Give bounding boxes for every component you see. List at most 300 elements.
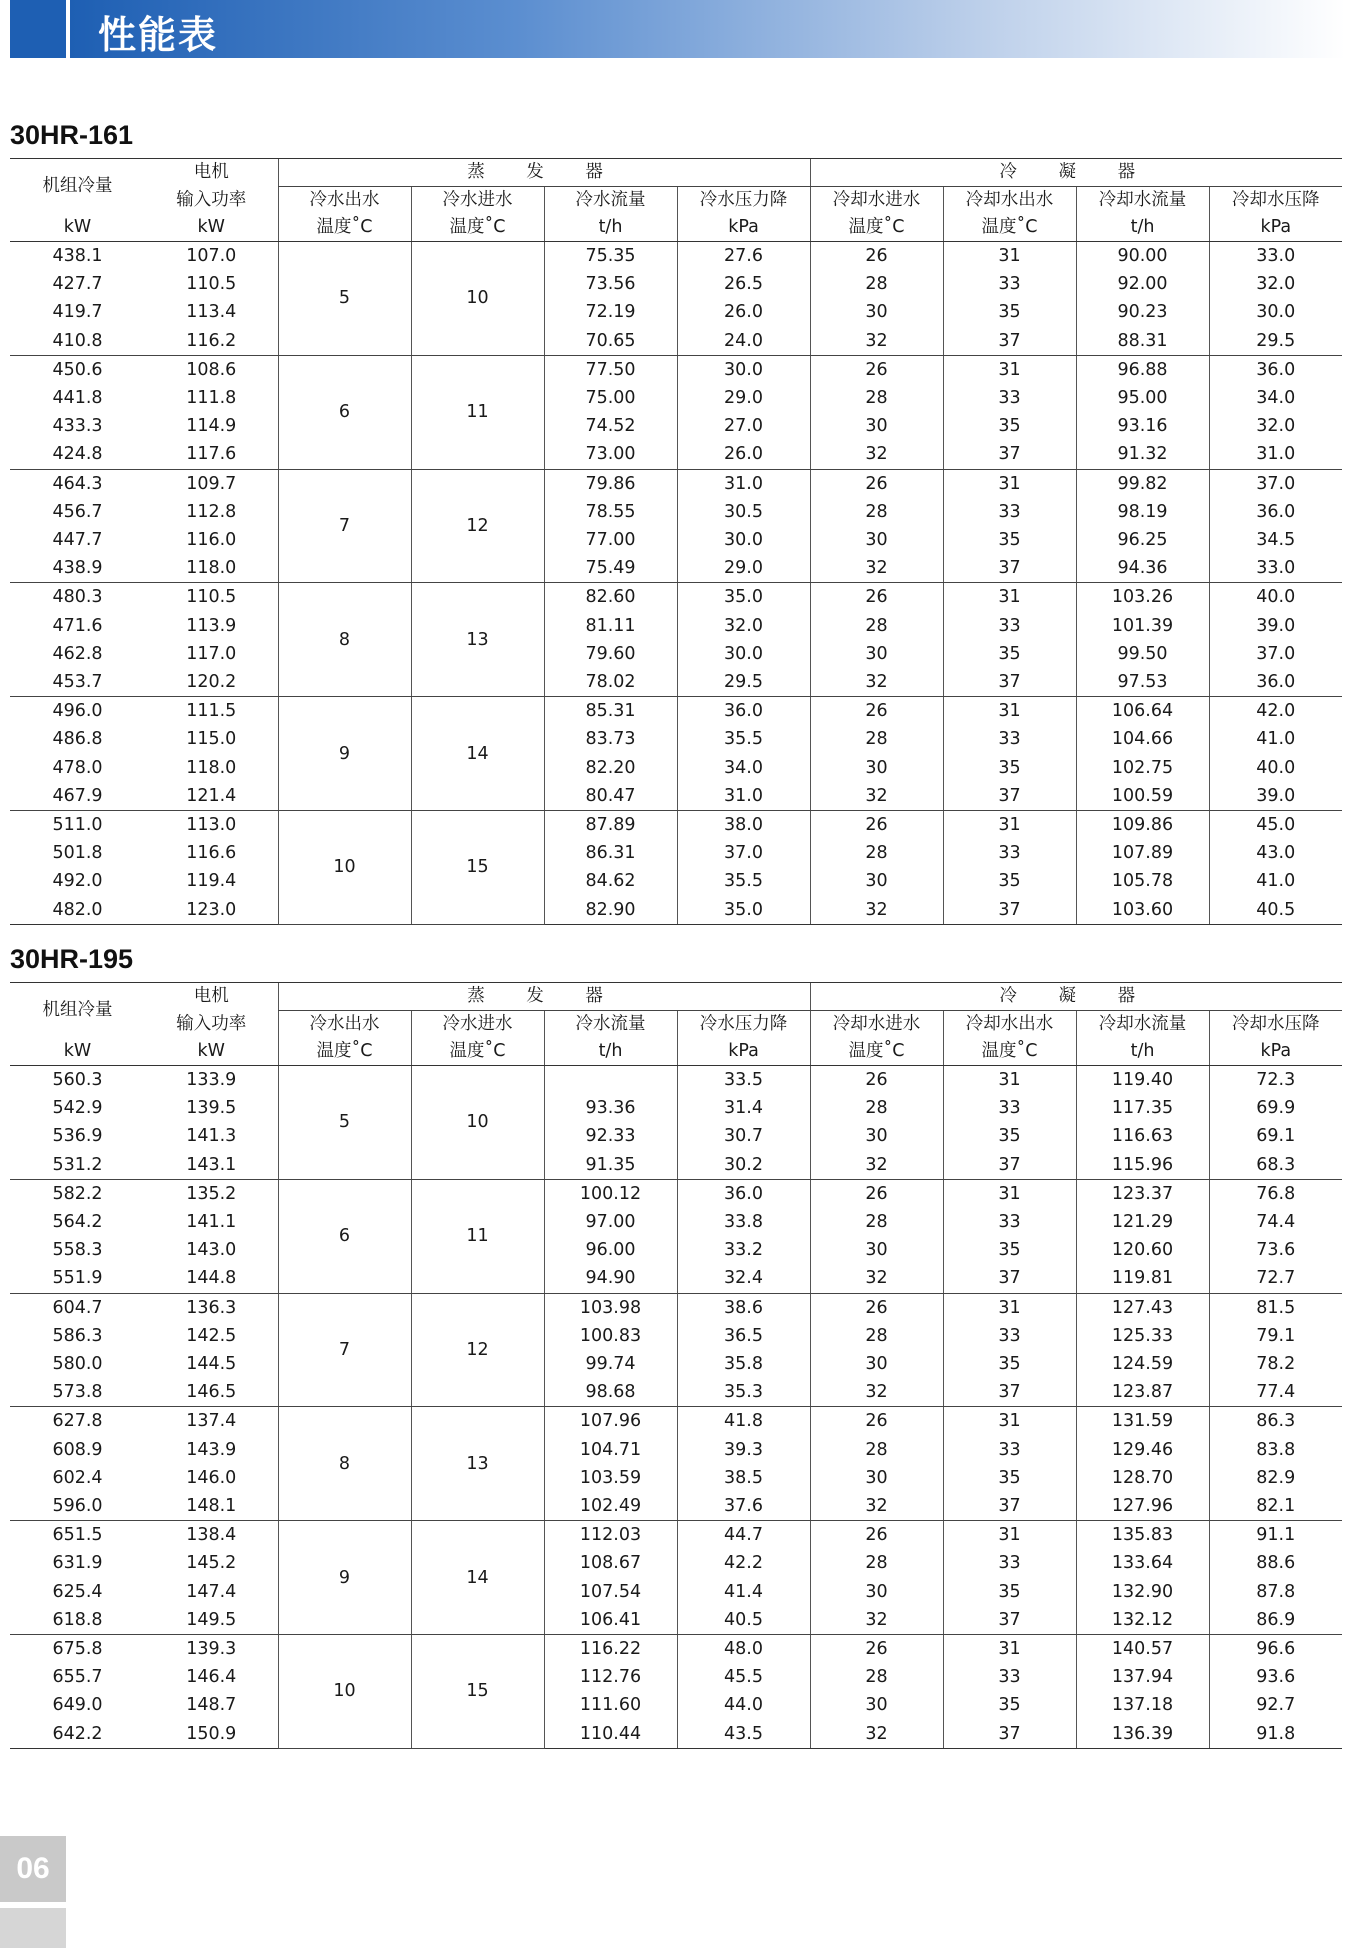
capacity-cell: 471.6 <box>52 615 103 636</box>
chilled-pd-cell: 30.7 <box>677 1122 810 1150</box>
cooling-pd-cell: 91.8 <box>1209 1720 1342 1749</box>
chilled-flow-cell: 73.00 <box>544 440 677 469</box>
chilled-flow-cell: 107.96 <box>544 1407 677 1436</box>
cooling-out-cell: 35 <box>943 1236 1076 1264</box>
chilled-in-temp-cell: 15 <box>411 811 544 925</box>
cooling-out-cell: 35 <box>943 867 1076 895</box>
cooling-pd-cell: 37.0 <box>1209 640 1342 668</box>
cooling-out-cell: 37 <box>943 1378 1076 1407</box>
capacity-cell: 558.3 <box>52 1240 103 1261</box>
cooling-in-cell: 32 <box>810 1492 943 1521</box>
cooling-in-cell: 28 <box>810 1322 943 1350</box>
table-row <box>10 1208 1342 1236</box>
cooling-out-cell: 37 <box>943 1720 1076 1749</box>
cooling-in-cell: 32 <box>810 1151 943 1180</box>
table-row <box>10 1663 1342 1691</box>
cooling-flow-cell: 132.90 <box>1076 1578 1209 1606</box>
chilled-in-temp-cell: 12 <box>411 469 544 583</box>
cooling-in-cell: 30 <box>810 640 943 668</box>
chilled-flow-cell: 83.73 <box>544 725 677 753</box>
chilled-in-temp-cell: 11 <box>411 355 544 469</box>
page-header <box>0 0 1345 58</box>
chilled-out-unit: 温度˚C <box>278 1038 411 1066</box>
chilled-flow-cell: 72.19 <box>544 298 677 326</box>
chilled-pd-cell: 45.5 <box>677 1663 810 1691</box>
chilled-flow-cell: 82.60 <box>544 583 677 612</box>
cooling-flow-cell: 109.86 <box>1076 811 1209 840</box>
chilled-flow-cell: 79.60 <box>544 640 677 668</box>
cooling-in-cell: 26 <box>810 1293 943 1322</box>
table-row <box>10 1179 1342 1208</box>
chilled-out-temp-cell: 7 <box>278 469 411 583</box>
cooling-flow-cell: 123.87 <box>1076 1378 1209 1407</box>
cooling-pd-cell: 72.3 <box>1209 1066 1342 1095</box>
table-row <box>10 1378 1342 1407</box>
chilled-pd-cell: 38.6 <box>677 1293 810 1322</box>
cooling-pd-header: 冷却水压降 <box>1209 187 1342 215</box>
chilled-flow-cell: 82.90 <box>544 896 677 925</box>
capacity-cell: 492.0 <box>52 871 103 892</box>
chilled-pd-cell: 36.0 <box>677 697 810 726</box>
cooling-pd-cell: 45.0 <box>1209 811 1342 840</box>
chilled-flow-cell: 78.55 <box>544 498 677 526</box>
cooling-out-header: 冷却水出水 <box>943 1011 1076 1039</box>
cooling-in-cell: 28 <box>810 839 943 867</box>
table-row <box>10 754 1342 782</box>
cooling-pd-cell: 73.6 <box>1209 1236 1342 1264</box>
motor-power-cell: 141.1 <box>186 1212 237 1233</box>
chilled-flow-cell: 84.62 <box>544 867 677 895</box>
cooling-pd-cell: 68.3 <box>1209 1151 1342 1180</box>
chilled-out-temp-cell: 10 <box>278 811 411 925</box>
table-row <box>10 298 1342 326</box>
cooling-flow-cell: 119.81 <box>1076 1264 1209 1293</box>
cooling-pd-cell: 92.7 <box>1209 1691 1342 1719</box>
capacity-cell: 631.9 <box>52 1553 103 1574</box>
cooling-flow-cell: 133.64 <box>1076 1549 1209 1577</box>
cooling-out-unit: 温度˚C <box>943 1038 1076 1066</box>
capacity-cell: 441.8 <box>52 388 103 409</box>
chilled-flow-unit: t/h <box>544 214 677 242</box>
chilled-pd-cell: 42.2 <box>677 1549 810 1577</box>
table-row <box>10 554 1342 583</box>
chilled-flow-unit: t/h <box>544 1038 677 1066</box>
capacity-cell: 433.3 <box>52 416 103 437</box>
chilled-flow-cell: 106.41 <box>544 1606 677 1635</box>
cooling-in-cell: 26 <box>810 697 943 726</box>
cooling-pd-cell: 29.5 <box>1209 327 1342 356</box>
model-title-2: 30HR-195 <box>10 944 134 974</box>
cooling-out-cell: 33 <box>943 1436 1076 1464</box>
cooling-flow-cell: 127.43 <box>1076 1293 1209 1322</box>
motor-power-cell: 144.5 <box>186 1354 237 1375</box>
cooling-flow-cell: 137.18 <box>1076 1691 1209 1719</box>
cooling-in-cell: 28 <box>810 1436 943 1464</box>
cooling-pd-cell: 72.7 <box>1209 1264 1342 1293</box>
cooling-pd-cell: 36.0 <box>1209 355 1342 384</box>
cooling-pd-cell: 79.1 <box>1209 1322 1342 1350</box>
chilled-in-temp-cell: 15 <box>411 1635 544 1749</box>
chilled-flow-cell: 78.02 <box>544 668 677 697</box>
cooling-flow-header: 冷却水流量 <box>1076 187 1209 215</box>
chilled-out-header: 冷水出水 <box>278 187 411 215</box>
cooling-flow-cell: 96.25 <box>1076 526 1209 554</box>
cooling-in-cell: 26 <box>810 355 943 384</box>
cooling-out-cell: 33 <box>943 612 1076 640</box>
capacity-cell: 531.2 <box>10 1151 145 1180</box>
table-row <box>10 1407 1342 1436</box>
cooling-pd-cell: 34.0 <box>1209 384 1342 412</box>
chilled-pd-cell: 29.0 <box>677 384 810 412</box>
cooling-flow-cell: 137.94 <box>1076 1663 1209 1691</box>
table-row <box>10 1236 1342 1264</box>
chilled-flow-cell: 112.76 <box>544 1663 677 1691</box>
cooling-out-cell: 35 <box>943 640 1076 668</box>
table-row <box>10 327 1342 356</box>
table-row <box>10 384 1342 412</box>
cooling-pd-cell: 41.0 <box>1209 725 1342 753</box>
cooling-flow-cell: 92.00 <box>1076 270 1209 298</box>
cooling-pd-cell: 36.0 <box>1209 498 1342 526</box>
chilled-out-temp-cell: 6 <box>278 1179 411 1293</box>
chilled-flow-cell: 100.83 <box>544 1322 677 1350</box>
chilled-pd-cell: 30.0 <box>677 640 810 668</box>
cooling-in-cell: 26 <box>810 469 943 498</box>
cooling-in-cell: 32 <box>810 782 943 811</box>
cooling-in-unit: 温度˚C <box>810 1038 943 1066</box>
capacity-cell: 536.9 <box>52 1126 103 1147</box>
chilled-pd-cell: 35.5 <box>677 725 810 753</box>
table-row <box>10 1436 1342 1464</box>
chilled-pd-cell: 36.5 <box>677 1322 810 1350</box>
capacity-cell: 464.3 <box>52 473 103 494</box>
cooling-in-cell: 30 <box>810 1578 943 1606</box>
motor-power-cell: 137.4 <box>186 1411 237 1432</box>
cooling-in-cell: 28 <box>810 1663 943 1691</box>
chilled-pd-cell: 35.0 <box>677 896 810 925</box>
table-row <box>10 1549 1342 1577</box>
motor-power-cell: 118.0 <box>145 554 278 583</box>
cooling-pd-cell: 31.0 <box>1209 440 1342 469</box>
chilled-pd-cell: 31.0 <box>677 469 810 498</box>
chilled-pd-header: 冷水压力降 <box>677 187 810 215</box>
table-row <box>10 498 1342 526</box>
capacity-cell: 438.9 <box>10 554 145 583</box>
chilled-out-temp-cell: 6 <box>278 355 411 469</box>
capacity-cell: 627.8 <box>52 1411 103 1432</box>
chilled-pd-cell: 24.0 <box>677 327 810 356</box>
chilled-in-temp-cell: 13 <box>411 583 544 697</box>
cooling-flow-cell: 129.46 <box>1076 1436 1209 1464</box>
cooling-in-cell: 32 <box>810 896 943 925</box>
cooling-pd-cell: 87.8 <box>1209 1578 1342 1606</box>
capacity-cell: 564.2 <box>52 1212 103 1233</box>
cooling-in-cell: 26 <box>810 811 943 840</box>
capacity-cell: 580.0 <box>52 1354 103 1375</box>
chilled-flow-cell: 74.52 <box>544 412 677 440</box>
cooling-out-cell: 35 <box>943 526 1076 554</box>
cooling-in-header: 冷却水进水 <box>810 1011 943 1039</box>
cooling-in-cell: 30 <box>810 1691 943 1719</box>
cooling-pd-cell: 42.0 <box>1209 697 1342 726</box>
capacity-cell: 482.0 <box>10 896 145 925</box>
motor-power-cell: 143.1 <box>145 1151 278 1180</box>
motor-power-cell: 144.8 <box>145 1264 278 1293</box>
cooling-out-cell: 37 <box>943 440 1076 469</box>
cooling-out-cell: 35 <box>943 1122 1076 1150</box>
capacity-cell: 608.9 <box>52 1439 103 1460</box>
evaporator-header: 蒸 发 器 <box>278 983 810 1011</box>
motor-unit: kW <box>145 214 278 242</box>
cooling-in-cell: 26 <box>810 1066 943 1095</box>
cooling-pd-cell: 32.0 <box>1209 270 1342 298</box>
header-gradient-bar <box>70 0 1345 58</box>
capacity-cell: 419.7 <box>52 302 103 323</box>
chilled-flow-cell: 104.71 <box>544 1436 677 1464</box>
motor-power-cell: 143.9 <box>186 1439 237 1460</box>
table-row <box>10 1606 1342 1635</box>
chilled-out-temp-cell: 8 <box>278 1407 411 1521</box>
cooling-pd-cell: 96.6 <box>1209 1635 1342 1664</box>
cooling-in-cell: 26 <box>810 1407 943 1436</box>
capacity-cell: 453.7 <box>10 668 145 697</box>
table-row <box>10 1635 1342 1664</box>
table-row <box>10 1521 1342 1550</box>
table-row <box>10 640 1342 668</box>
cooling-pd-cell: 40.5 <box>1209 896 1342 925</box>
capacity-cell: 618.8 <box>10 1606 145 1635</box>
cooling-flow-cell: 131.59 <box>1076 1407 1209 1436</box>
capacity-cell: 511.0 <box>52 815 103 836</box>
cooling-pd-cell: 81.5 <box>1209 1293 1342 1322</box>
capacity-cell: 496.0 <box>52 701 103 722</box>
cooling-out-cell: 33 <box>943 384 1076 412</box>
cooling-flow-cell: 106.64 <box>1076 697 1209 726</box>
cooling-out-cell: 37 <box>943 1264 1076 1293</box>
chilled-flow-cell: 75.00 <box>544 384 677 412</box>
chilled-pd-cell: 31.4 <box>677 1094 810 1122</box>
cooling-out-cell: 31 <box>943 469 1076 498</box>
table-row <box>10 270 1342 298</box>
chilled-flow-cell: 98.68 <box>544 1378 677 1407</box>
cooling-out-cell: 31 <box>943 811 1076 840</box>
chilled-pd-cell: 30.0 <box>677 526 810 554</box>
chilled-pd-cell: 43.5 <box>677 1720 810 1749</box>
capacity-cell: 480.3 <box>52 587 103 608</box>
motor-power-cell: 117.6 <box>145 440 278 469</box>
cooling-pd-cell: 34.5 <box>1209 526 1342 554</box>
chilled-pd-cell: 33.2 <box>677 1236 810 1264</box>
chilled-flow-header: 冷水流量 <box>544 1011 677 1039</box>
chilled-pd-cell: 26.0 <box>677 440 810 469</box>
cooling-pd-cell: 30.0 <box>1209 298 1342 326</box>
cooling-pd-cell: 37.0 <box>1209 469 1342 498</box>
capacity-cell: 501.8 <box>52 843 103 864</box>
table-row <box>10 242 1342 271</box>
cooling-flow-cell: 125.33 <box>1076 1322 1209 1350</box>
cooling-pd-cell: 41.0 <box>1209 867 1342 895</box>
cooling-flow-cell: 98.19 <box>1076 498 1209 526</box>
cooling-pd-cell: 74.4 <box>1209 1208 1342 1236</box>
chilled-pd-cell: 37.6 <box>677 1492 810 1521</box>
cooling-out-cell: 33 <box>943 1208 1076 1236</box>
table-row <box>10 1350 1342 1378</box>
chilled-flow-cell: 77.00 <box>544 526 677 554</box>
footer-strip <box>0 1908 66 1948</box>
motor-power-cell: 133.9 <box>186 1070 237 1090</box>
cooling-flow-cell: 99.82 <box>1076 469 1209 498</box>
cooling-in-cell: 32 <box>810 1264 943 1293</box>
chilled-flow-cell: 86.31 <box>544 839 677 867</box>
cooling-out-cell: 35 <box>943 412 1076 440</box>
motor-power-cell: 113.0 <box>186 815 237 836</box>
cooling-flow-cell: 96.88 <box>1076 355 1209 384</box>
chilled-pd-cell: 26.0 <box>677 298 810 326</box>
table-row <box>10 1094 1342 1122</box>
page-title: 性能表 <box>98 13 219 57</box>
cooling-out-cell: 31 <box>943 355 1076 384</box>
cooling-pd-cell: 91.1 <box>1209 1521 1342 1550</box>
cooling-flow-unit: t/h <box>1076 1038 1209 1066</box>
table-row <box>10 1691 1342 1719</box>
motor-header: 电机 <box>145 983 278 1011</box>
chilled-flow-cell <box>544 1066 677 1095</box>
cooling-pd-unit: kPa <box>1209 1038 1342 1066</box>
cooling-in-cell: 32 <box>810 554 943 583</box>
cooling-flow-cell: 140.57 <box>1076 1635 1209 1664</box>
cooling-pd-cell: 88.6 <box>1209 1549 1342 1577</box>
cooling-flow-cell: 95.00 <box>1076 384 1209 412</box>
chilled-in-unit: 温度˚C <box>411 1038 544 1066</box>
chilled-in-temp-cell: 12 <box>411 1293 544 1407</box>
chilled-flow-header: 冷水流量 <box>544 187 677 215</box>
cooling-pd-cell: 39.0 <box>1209 612 1342 640</box>
cooling-out-cell: 37 <box>943 782 1076 811</box>
motor-power-cell: 120.2 <box>145 668 278 697</box>
cooling-flow-cell: 128.70 <box>1076 1464 1209 1492</box>
cooling-out-cell: 33 <box>943 725 1076 753</box>
chilled-flow-cell: 116.22 <box>544 1635 677 1664</box>
motor-power-cell: 141.3 <box>186 1126 237 1147</box>
motor-power-cell: 116.0 <box>186 530 237 551</box>
capacity-cell: 655.7 <box>52 1667 103 1688</box>
cooling-flow-cell: 94.36 <box>1076 554 1209 583</box>
chilled-flow-cell: 97.00 <box>544 1208 677 1236</box>
cooling-in-cell: 28 <box>810 498 943 526</box>
chilled-pd-cell: 29.5 <box>677 668 810 697</box>
cooling-out-cell: 33 <box>943 1663 1076 1691</box>
capacity-cell: 424.8 <box>10 440 145 469</box>
table-row <box>10 1122 1342 1150</box>
cooling-pd-cell: 36.0 <box>1209 668 1342 697</box>
cooling-flow-cell: 101.39 <box>1076 612 1209 640</box>
motor-power-cell: 110.5 <box>186 587 237 608</box>
chilled-pd-cell: 33.8 <box>677 1208 810 1236</box>
cooling-in-cell: 28 <box>810 725 943 753</box>
chilled-out-temp-cell: 7 <box>278 1293 411 1407</box>
cooling-out-cell: 37 <box>943 554 1076 583</box>
chilled-flow-cell: 91.35 <box>544 1151 677 1180</box>
cooling-flow-cell: 104.66 <box>1076 725 1209 753</box>
cooling-in-cell: 28 <box>810 270 943 298</box>
motor-power-cell: 138.4 <box>186 1525 237 1546</box>
capacity-cell: 573.8 <box>10 1378 145 1407</box>
cooling-out-cell: 31 <box>943 1293 1076 1322</box>
cooling-out-cell: 37 <box>943 1151 1076 1180</box>
cooling-pd-cell: 82.9 <box>1209 1464 1342 1492</box>
capacity-cell: 478.0 <box>52 757 103 778</box>
motor-power-cell: 116.6 <box>186 843 237 864</box>
cooling-pd-cell: 93.6 <box>1209 1663 1342 1691</box>
chilled-flow-cell: 99.74 <box>544 1350 677 1378</box>
chilled-flow-cell: 110.44 <box>544 1720 677 1749</box>
cooling-in-cell: 32 <box>810 1720 943 1749</box>
motor-power-cell: 113.4 <box>186 302 237 323</box>
motor-power-cell: 112.8 <box>186 501 237 522</box>
table-row <box>10 412 1342 440</box>
capacity-cell: 542.9 <box>52 1098 103 1119</box>
cooling-out-cell: 31 <box>943 1066 1076 1095</box>
chilled-pd-cell: 48.0 <box>677 1635 810 1664</box>
chilled-flow-cell: 79.86 <box>544 469 677 498</box>
chilled-out-temp-cell: 10 <box>278 1635 411 1749</box>
cooling-in-cell: 30 <box>810 1122 943 1150</box>
cooling-flow-cell: 99.50 <box>1076 640 1209 668</box>
capacity-cell: 642.2 <box>10 1720 145 1749</box>
motor-unit: kW <box>145 1038 278 1066</box>
cooling-out-cell: 35 <box>943 1691 1076 1719</box>
cooling-pd-header: 冷却水压降 <box>1209 1011 1342 1039</box>
motor-power-cell: 117.0 <box>186 643 237 664</box>
condenser-header: 冷 凝 器 <box>810 159 1342 187</box>
chilled-in-header: 冷水进水 <box>411 187 544 215</box>
cooling-in-cell: 28 <box>810 1208 943 1236</box>
cooling-in-cell: 30 <box>810 754 943 782</box>
chilled-pd-cell: 35.0 <box>677 583 810 612</box>
chilled-flow-cell: 107.54 <box>544 1578 677 1606</box>
chilled-flow-cell: 92.33 <box>544 1122 677 1150</box>
cooling-flow-cell: 120.60 <box>1076 1236 1209 1264</box>
capacity-cell: 462.8 <box>52 643 103 664</box>
cooling-flow-cell: 100.59 <box>1076 782 1209 811</box>
cooling-flow-cell: 127.96 <box>1076 1492 1209 1521</box>
motor-power-cell: 118.0 <box>186 757 237 778</box>
capacity-cell: 551.9 <box>10 1264 145 1293</box>
chilled-pd-cell: 41.4 <box>677 1578 810 1606</box>
cooling-out-cell: 31 <box>943 1635 1076 1664</box>
table-row <box>10 440 1342 469</box>
chilled-pd-cell: 27.6 <box>677 242 810 271</box>
motor-power-cell: 139.5 <box>186 1098 237 1119</box>
table-row <box>10 867 1342 895</box>
table-row <box>10 896 1342 925</box>
motor-power-cell: 148.7 <box>186 1695 237 1716</box>
cooling-in-cell: 26 <box>810 1635 943 1664</box>
chilled-in-temp-cell: 14 <box>411 697 544 811</box>
table-row <box>10 725 1342 753</box>
cooling-pd-cell: 78.2 <box>1209 1350 1342 1378</box>
cooling-out-cell: 33 <box>943 270 1076 298</box>
motor-power-cell: 145.2 <box>186 1553 237 1574</box>
cooling-flow-cell: 117.35 <box>1076 1094 1209 1122</box>
chilled-flow-cell: 70.65 <box>544 327 677 356</box>
chilled-pd-cell: 32.0 <box>677 612 810 640</box>
table-row <box>10 1151 1342 1180</box>
chilled-flow-cell: 103.59 <box>544 1464 677 1492</box>
motor-power-cell: 107.0 <box>186 246 237 266</box>
cooling-pd-cell: 69.1 <box>1209 1122 1342 1150</box>
cooling-in-cell: 28 <box>810 384 943 412</box>
